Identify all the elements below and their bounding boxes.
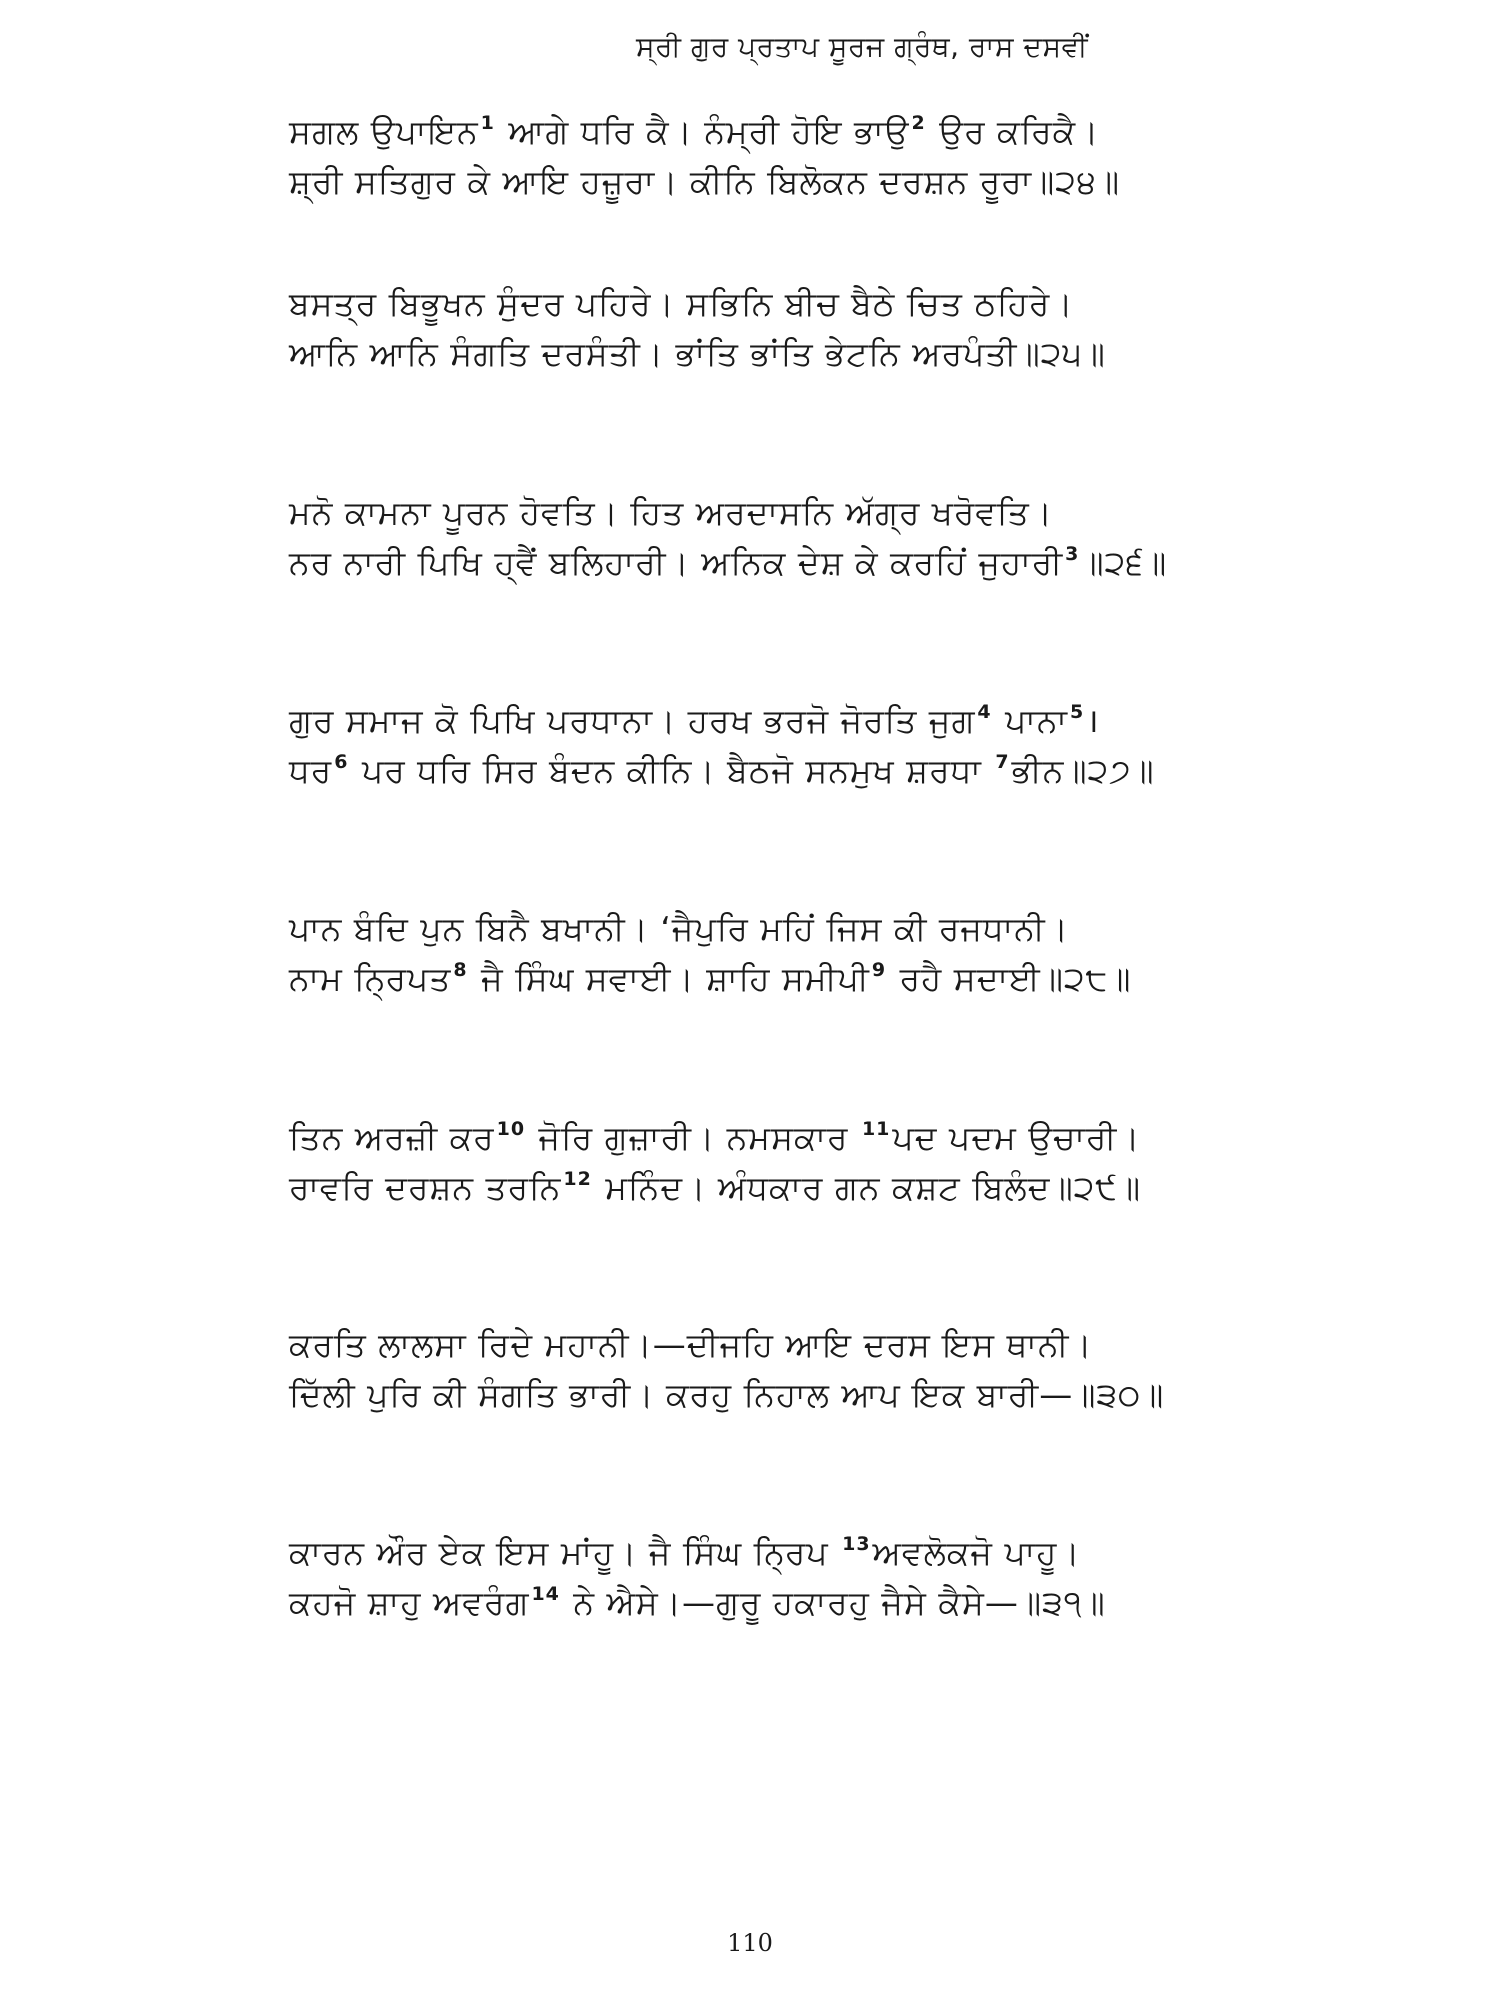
verse-text: ਆਗੇ ਧਰਿ ਕੈ। ਨੰਮ੍ਰੀ ਹੋਇ ਭਾਉ — [496, 112, 910, 151]
verse-29 — [289, 1113, 1409, 1213]
footnote-marker: 3 — [1065, 543, 1080, 565]
verse-text: ਪਰ ਧਰਿ ਸਿਰ ਬੰਦਨ ਕੀਨਿ। ਬੈਠਜੋ ਸਨਮੁਖ ਸ਼ਰਧਾ — [350, 751, 994, 790]
verse-text: ਪਾਨਾ — [993, 701, 1068, 740]
verse-line — [289, 1578, 1409, 1628]
verse-text: ਕਾਰਨ ਔਰ ਏਕ ਇਸ ਮਾਂਹੂ। ਜੈ ਸਿੰਘ ਨ੍ਰਿਪ — [289, 1533, 841, 1572]
verse-line — [289, 696, 1409, 746]
verse-text: ਸ਼੍ਰੀ ਸਤਿਗੁਰ ਕੇ ਆਇ ਹਜ਼ੂਰਾ। ਕੀਨਿ ਬਿਲੋਕਨ ਦਰਸ਼ਨ ਰੂਰਾ॥੨੪॥ — [289, 162, 1121, 201]
verse-text: ਕਹਜੋ ਸ਼ਾਹੁ ਅਵਰੰਗ — [289, 1583, 530, 1622]
footnote-marker: 7 — [995, 751, 1010, 773]
running-header: ਸ੍ਰੀ ਗੁਰ ਪ੍ਰਤਾਪ ਸੂਰਜ ਗ੍ਰੰਥ, ਰਾਸ ਦਸਵੀਂ — [636, 30, 1089, 63]
verse-text: ਅਵਲੋਕਜੋ ਪਾਹੂ। — [872, 1533, 1081, 1572]
verse-line — [289, 279, 1409, 329]
verse-27 — [289, 696, 1409, 796]
verse-text: । — [1086, 701, 1100, 740]
verse-text: ਨਰ ਨਾਰੀ ਪਿਖਿ ਹ੍ਵੈਂ ਬਲਿਹਾਰੀ। ਅਨਿਕ ਦੇਸ਼ ਕੇ ਕਰਹਿਂ ਜੁਹਾਰੀ — [289, 543, 1064, 582]
verse-text: ਭੀਨ॥੨੭॥ — [1011, 751, 1155, 790]
verse-text: ਬਸਤ੍ਰ ਬਿਭੂਖਨ ਸੁੰਦਰ ਪਹਿਰੇ। ਸਭਿਨਿ ਬੀਚ ਬੈਠੇ ਚਿਤ ਠਹਿਰੇ। — [289, 284, 1074, 323]
verse-text: ਗੁਰ ਸਮਾਜ ਕੋ ਪਿਖਿ ਪਰਧਾਨਾ। ਹਰਖ ਭਰਜੋ ਜੋਰਤਿ ਜੁਗ — [289, 701, 976, 740]
verse-line — [289, 538, 1409, 588]
verse-line — [289, 488, 1409, 538]
verse-text: ਜੈ ਸਿੰਘ ਸਵਾਈ। ਸ਼ਾਹਿ ਸਮੀਪੀ — [469, 959, 870, 998]
verse-28 — [289, 904, 1409, 1004]
verse-text: ਰਹੈ ਸਦਾਈ॥੨੮॥ — [888, 959, 1132, 998]
verse-text: ਪਾਨ ਬੰਦਿ ਪੁਨ ਬਿਨੈ ਬਖਾਨੀ। ‘ਜੈਪੁਰਿ ਮਹਿਂ ਜਿਸ ਕੀ ਰਜਧਾਨੀ। — [289, 909, 1069, 948]
footnote-marker: 8 — [453, 959, 468, 981]
verse-line — [289, 157, 1409, 207]
footnote-marker: 5 — [1069, 701, 1085, 723]
verse-26 — [289, 488, 1409, 588]
footnote-marker: 11 — [861, 1118, 891, 1140]
verse-24 — [289, 107, 1409, 207]
footnote-marker: 10 — [496, 1118, 526, 1140]
verse-line — [289, 904, 1409, 954]
verse-text: ਸਗਲ ਉਪਾਇਨ — [289, 112, 479, 151]
verse-line — [289, 1163, 1409, 1213]
verse-31 — [289, 1528, 1409, 1628]
footnote-marker: 12 — [563, 1168, 592, 1190]
verse-text: ਆਨਿ ਆਨਿ ਸੰਗਤਿ ਦਰਸੰਤੀ। ਭਾਂਤਿ ਭਾਂਤਿ ਭੇਟਨਿ ਅਰਪੰਤੀ॥੨੫॥ — [289, 334, 1106, 373]
page-number: 110 — [727, 1929, 773, 1957]
verse-30 — [289, 1320, 1409, 1420]
verse-text: ਤਿਨ ਅਰਜ਼ੀ ਕਰ — [289, 1118, 495, 1157]
verse-text: ॥੨੬॥ — [1081, 543, 1168, 582]
footnote-marker: 1 — [480, 112, 495, 134]
verse-text: ਪਦ ਪਦਮ ਉਚਾਰੀ। — [892, 1118, 1141, 1157]
verse-text: ਨਾਮ ਨ੍ਰਿਪਤ — [289, 959, 452, 998]
verse-line — [289, 329, 1409, 379]
verse-line — [289, 1113, 1409, 1163]
verse-text: ਨੇ ਐਸੇ।—ਗੁਰੂ ਹਕਾਰਹੁ ਜੈਸੇ ਕੈਸੇ—॥੩੧॥ — [561, 1583, 1106, 1622]
verse-line — [289, 1370, 1409, 1420]
footnote-marker: 13 — [842, 1533, 871, 1555]
verse-line — [289, 1320, 1409, 1370]
verse-text: ਉਰ ਕਰਿਕੈ। — [927, 112, 1100, 151]
verse-line — [289, 107, 1409, 157]
verse-text: ਮਨਿੰਦ। ਅੰਧਕਾਰ ਗਨ ਕਸ਼ਟ ਬਿਲੰਦ॥੨੯॥ — [593, 1168, 1142, 1207]
verse-text: ਰਾਵਰਿ ਦਰਸ਼ਨ ਤਰਨਿ — [289, 1168, 562, 1207]
verse-text: ਦਿੱਲੀ ਪੁਰਿ ਕੀ ਸੰਗਤਿ ਭਾਰੀ। ਕਰਹੁ ਨਿਹਾਲ ਆਪ ਇਕ ਬਾਰੀ—॥੩੦॥ — [289, 1375, 1165, 1414]
footnote-marker: 2 — [911, 112, 926, 134]
footnote-marker: 6 — [334, 751, 349, 773]
verse-text: ਜੋਰਿ ਗੁਜ਼ਾਰੀ। ਨਮਸਕਾਰ — [527, 1118, 860, 1157]
verse-text: ਧਰ — [289, 751, 333, 790]
verse-text: ਕਰਤਿ ਲਾਲਸਾ ਰਿਦੇ ਮਹਾਨੀ।—ਦੀਜਹਿ ਆਇ ਦਰਸ ਇਸ ਥਾਨੀ। — [289, 1325, 1093, 1364]
footnote-marker: 4 — [977, 701, 992, 723]
footnote-marker: 14 — [531, 1583, 560, 1605]
verse-25 — [289, 279, 1409, 379]
verse-text: ਮਨੋ ਕਾਮਨਾ ਪੂਰਨ ਹੋਵਤਿ। ਹਿਤ ਅਰਦਾਸਨਿ ਅੱਗ੍ਰ ਖਰੋਵਤਿ। — [289, 493, 1053, 532]
verse-line — [289, 1528, 1409, 1578]
footnote-marker: 9 — [871, 959, 887, 981]
verse-line — [289, 954, 1409, 1004]
verse-line — [289, 746, 1409, 796]
